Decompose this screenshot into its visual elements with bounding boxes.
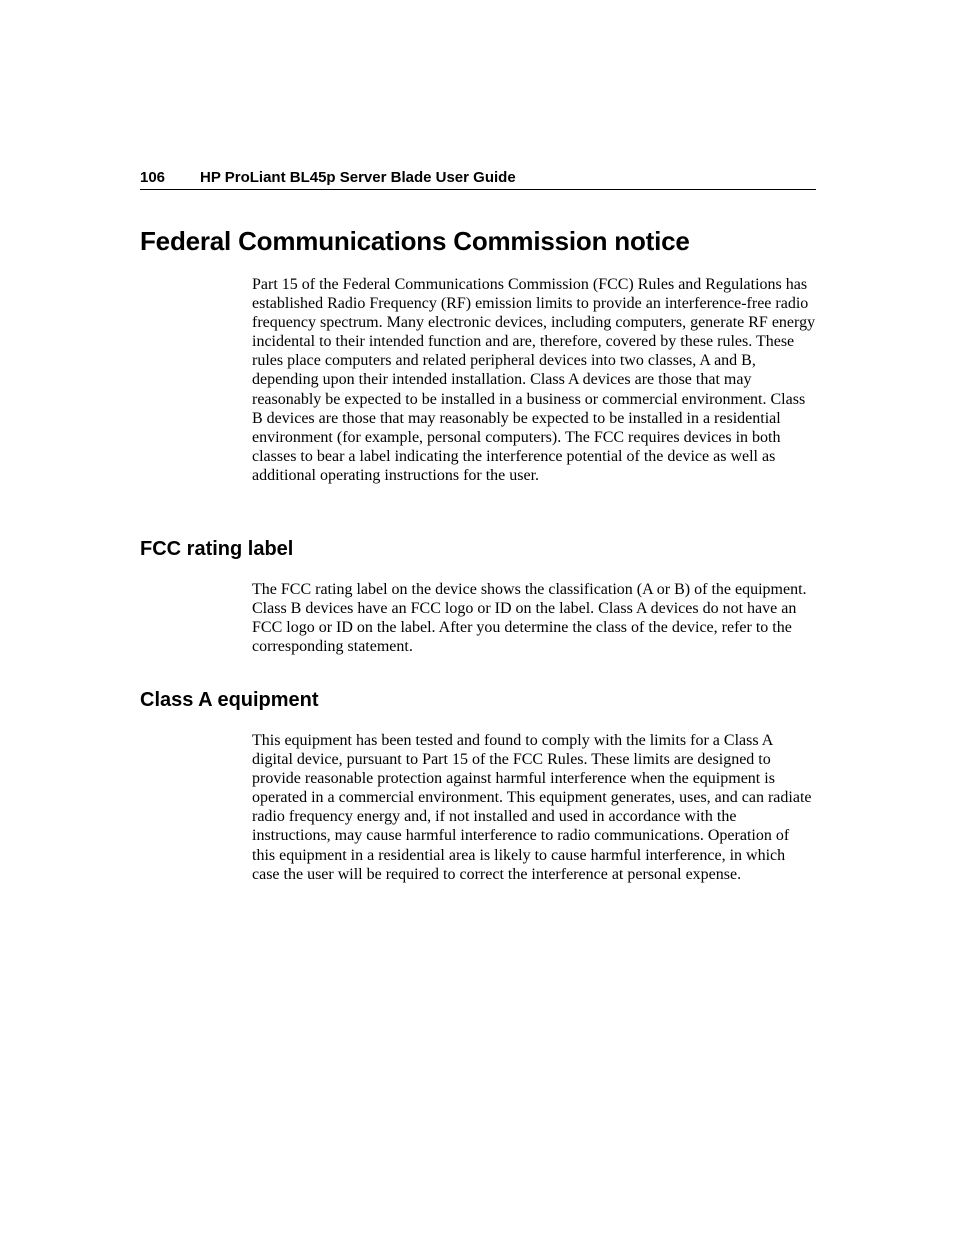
fcc-notice-paragraph: Part 15 of the Federal Communications Commission (FCC) Rules and Regulations has established Radio Frequency (RF) emission limits to provide an interference-free radio frequency spectrum. Many electronic devices, including computers, generate RF energy incidental to their intended function and are, therefore, covered by these rules. These rules place computers and related peripheral devices into two classes, A and B, depending upon their intended installation. Class A devices are those that may reasonably be expected to be installed in a business or commercial environment. Class B devices are those that may reasonably be expected to be installed in a residential environment (for example, personal computers). The FCC requires devices in both classes to bear a label indicating the interference potential of the device as well as additional operating instructions for the user. — [252, 276, 816, 484]
page-header — [140, 168, 816, 190]
fcc-notice-heading: Federal Communications Commission notice — [140, 226, 690, 256]
fcc-rating-label-paragraph: The FCC rating label on the device shows the classification (A or B) of the equipment. Class B devices have an FCC logo or ID on the label. Class A devices do not have an FCC logo or ID on the label. After you determine the class of the device, refer to the corresponding statement. — [252, 581, 807, 656]
class-a-equipment-paragraph: This equipment has been tested and found to comply with the limits for a Class A digital device, pursuant to Part 15 of the FCC Rules. These limits are designed to provide reasonable protection against harmful interference when the equipment is operated in a commercial environment. This equipment generates, uses, and can radiate radio frequency energy and, if not installed and used in accordance with the instructions, may cause harmful interference to radio communications. Operation of this equipment in a residential area is likely to cause harmful interference, in which case the user will be required to correct the interference at personal expense. — [252, 732, 812, 883]
fcc-rating-label-heading: FCC rating label — [140, 538, 294, 560]
page-number: 106 — [140, 169, 166, 186]
guide-title: HP ProLiant BL45p Server Blade User Guide — [200, 169, 516, 186]
class-a-equipment-heading: Class A equipment — [140, 689, 319, 711]
